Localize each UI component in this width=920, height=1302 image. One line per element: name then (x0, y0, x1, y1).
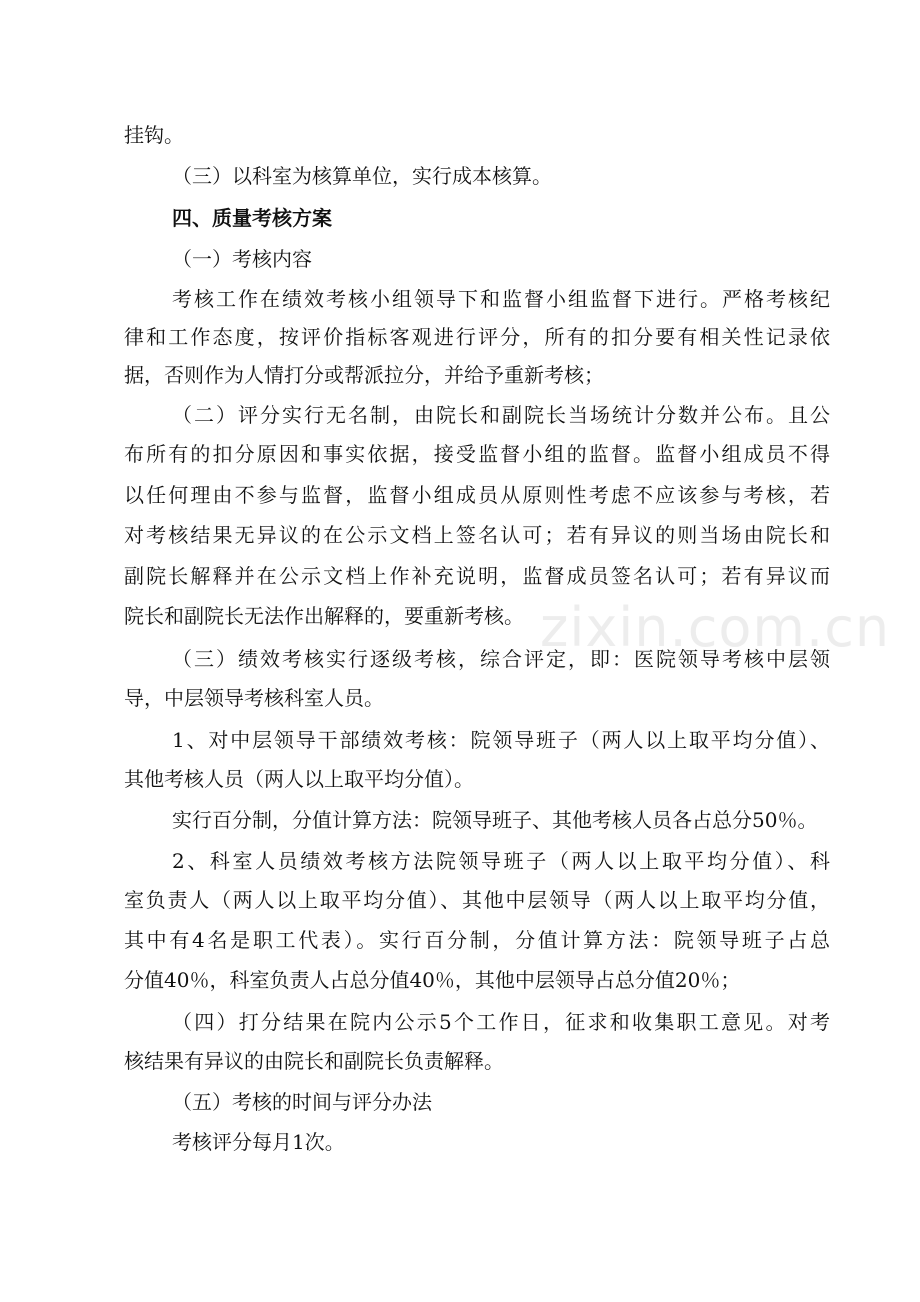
body-line: （三）绩效考核实行逐级考核，综合评定，即：医院领导考核中层领 (172, 647, 830, 671)
body-line: 其他考核人员（两人以上取平均分值）。 (124, 767, 474, 791)
body-line: 2、科室人员绩效考核方法院领导班子（两人以上取平均分值）、科 (172, 849, 830, 873)
body-line: 挂钩。 (124, 123, 184, 147)
body-line: 布所有的扣分原因和事实依据，接受监督小组的监督。监督小组成员不得 (124, 442, 830, 466)
body-line: 考核工作在绩效考核小组领导下和监督小组监督下进行。严格考核纪 (172, 287, 830, 311)
body-line: 律和工作态度，按评价指标客观进行评分，所有的扣分要有相关性记录依 (124, 325, 830, 349)
body-line: 室负责人（两人以上取平均分值）、其他中层领导（两人以上取平均分值， (124, 888, 830, 912)
body-line: 院长和副院长无法作出解释的，要重新考核。 (124, 604, 524, 628)
body-line: 对考核结果无异议的在公示文档上签名认可；若有异议的则当场由院长和 (124, 523, 830, 547)
subsection-heading: （五）考核的时间与评分办法 (172, 1090, 432, 1114)
body-line: 其中有4名是职工代表）。实行百分制，分值计算方法：院领导班子占总 (124, 928, 830, 952)
body-line: 以任何理由不参与监督，监督小组成员从原则性考虑不应该参与考核，若 (124, 483, 830, 507)
body-line: 考核评分每月1次。 (172, 1130, 345, 1154)
body-line: 核结果有异议的由院长和副院长负责解释。 (124, 1049, 504, 1073)
body-line: 导，中层领导考核科室人员。 (124, 686, 384, 710)
body-line: 1、对中层领导干部绩效考核：院领导班子（两人以上取平均分值）、 (172, 728, 830, 752)
subsection-heading: （一）考核内容 (172, 247, 312, 271)
body-line: （二）评分实行无名制，由院长和副院长当场统计分数并公布。且公 (172, 403, 830, 427)
section-heading: 四、质量考核方案 (172, 206, 332, 230)
body-line: （三）以科室为核算单位，实行成本核算。 (172, 164, 552, 188)
watermark: zixin.com.cn (540, 596, 891, 659)
body-line: 据，否则作为人情打分或帮派拉分，并给予重新考核； (124, 363, 604, 387)
body-line: （四）打分结果在院内公示5个工作日，征求和收集职工意见。对考 (172, 1010, 830, 1034)
body-line: 副院长解释并在公示文档上作补充说明，监督成员签名认可；若有异议而 (124, 564, 830, 588)
body-line: 分值40％，科室负责人占总分值40％，其他中层领导占总分值20％； (124, 968, 741, 992)
body-line: 实行百分制，分值计算方法：院领导班子、其他考核人员各占总分50％。 (172, 808, 818, 832)
